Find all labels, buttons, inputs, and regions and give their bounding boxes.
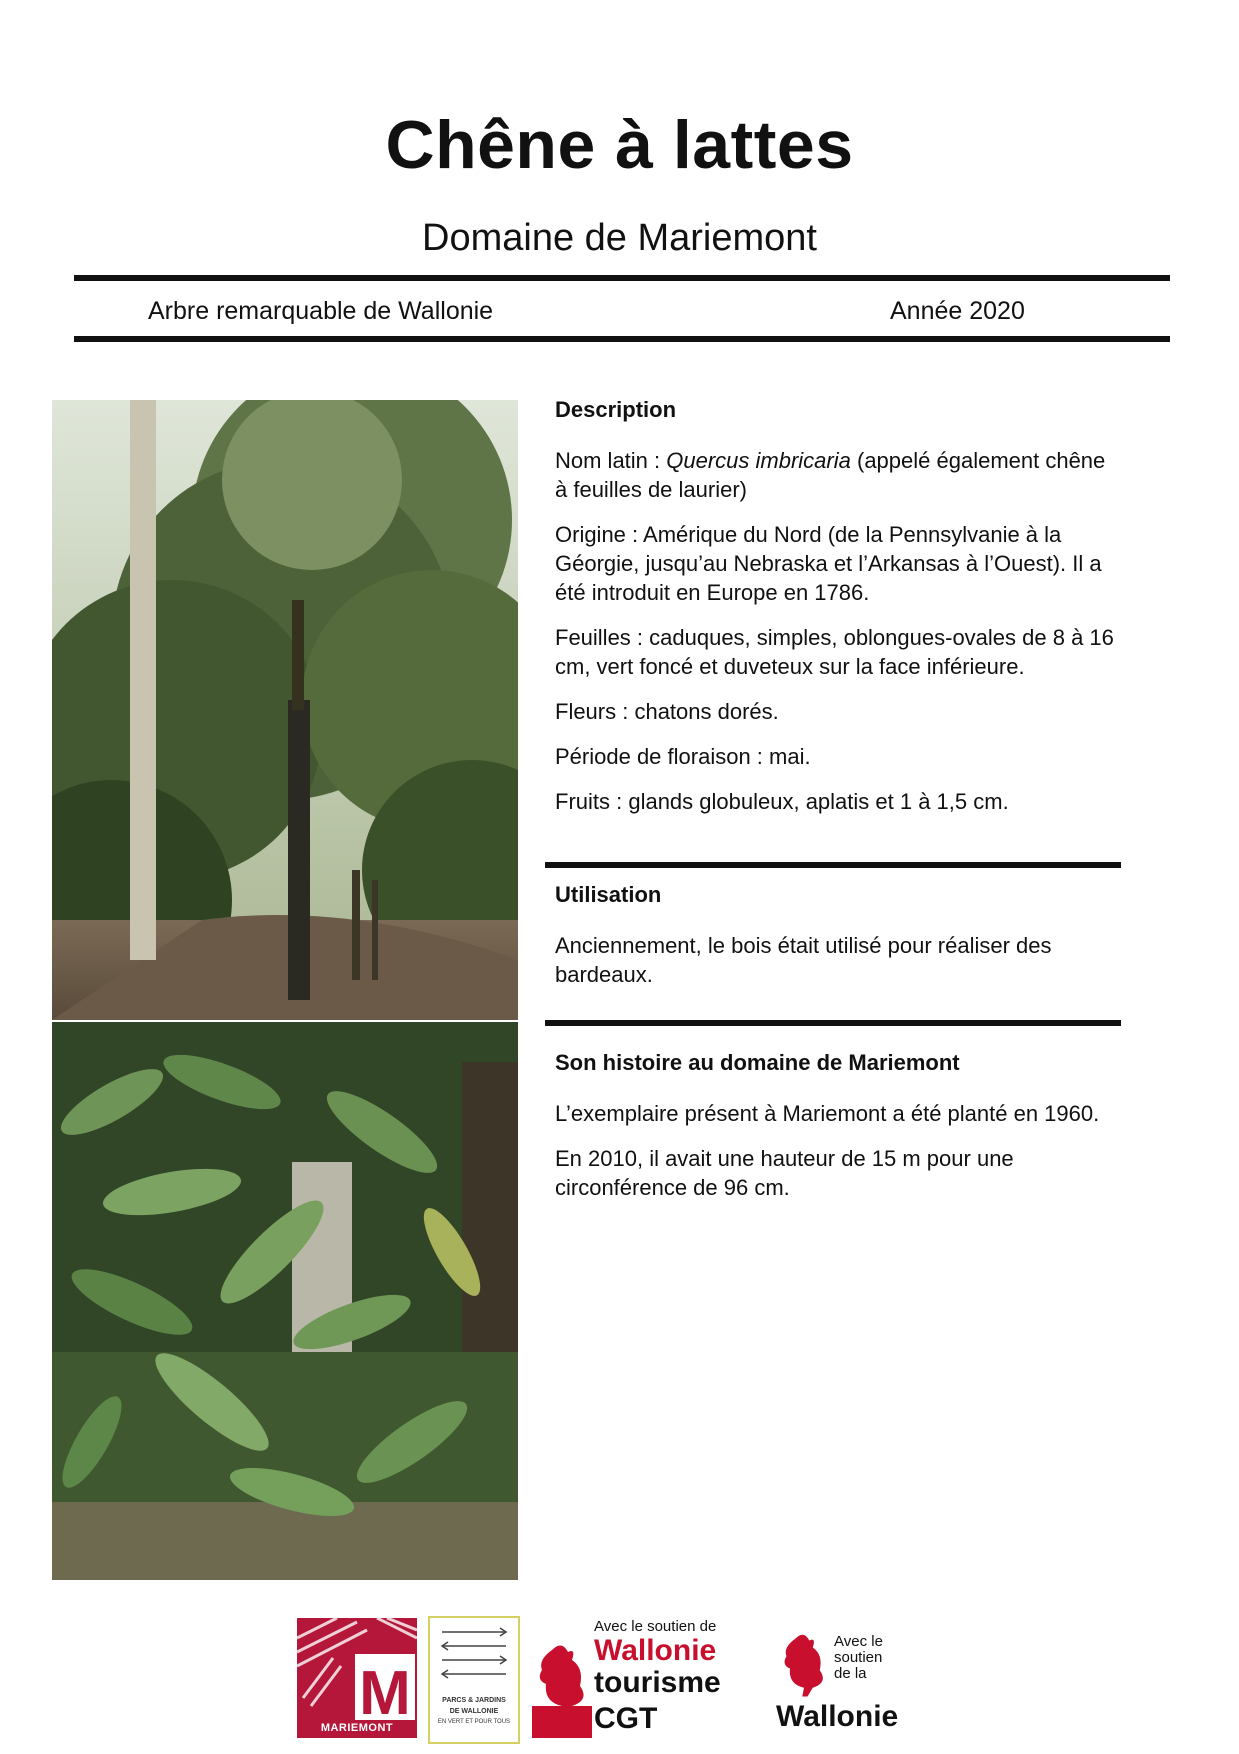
- cgt-stripe-icon: [532, 1706, 592, 1738]
- wallonie-line2: soutien: [834, 1649, 883, 1666]
- tourisme-line1: Avec le soutien de: [594, 1618, 717, 1635]
- latin-name-line: [555, 446, 1115, 504]
- history-text-2: En 2010, il avait une hauteur de 15 m pour une circonférence de 96 cm.: [555, 1146, 1014, 1200]
- origin-text: Origine : Amérique du Nord (de la Pennsylvanie à la Géorgie, jusqu’au Nebraska et l’Arkansas à l’Ouest). Il a été introduit en Europe en 1786.: [555, 522, 1102, 605]
- leaves-photo: [52, 1022, 518, 1580]
- wallonie-line3: de la: [834, 1665, 867, 1682]
- wallonie-line1: Avec le: [834, 1633, 883, 1650]
- rooster-icon: [776, 1630, 832, 1700]
- flowers-text: Fleurs : chatons dorés.: [555, 699, 779, 724]
- wallonie-line4: Wallonie: [776, 1700, 899, 1733]
- tourisme-line3: tourisme: [594, 1666, 721, 1699]
- category-label: Arbre remarquable de Wallonie: [148, 297, 494, 325]
- wallonie-logo: [776, 1630, 906, 1740]
- tourisme-line4: CGT: [594, 1702, 658, 1735]
- mariemont-word: MARIEMONT: [320, 1722, 394, 1734]
- mariemont-letter: M: [359, 1659, 411, 1728]
- latin-prefix: Nom latin :: [555, 448, 667, 473]
- wallonie-tourisme-logo: [532, 1618, 732, 1740]
- flowering-text: Période de floraison : mai.: [555, 744, 811, 769]
- description-heading: Description: [555, 397, 677, 422]
- parcs-line1: PARCS & JARDINS: [442, 1697, 506, 1704]
- parcs-line3: EN VERT ET POUR TOUS: [437, 1719, 511, 1725]
- description-section: [555, 395, 1115, 816]
- section-divider: [545, 1020, 1121, 1026]
- fruits-text: Fruits : glands globuleux, aplatis et 1 à 1,5 cm.: [555, 789, 1009, 814]
- parcs-jardins-logo: [428, 1616, 520, 1744]
- header-rule-top: [74, 275, 1170, 281]
- history-heading: Son histoire au domaine de Mariemont: [555, 1050, 960, 1075]
- utilisation-section: [555, 880, 1115, 989]
- year-label: Année 2020: [890, 297, 1025, 325]
- history-text-1: L’exemplaire présent à Mariemont a été planté en 1960.: [555, 1101, 1100, 1126]
- mariemont-logo: [297, 1618, 417, 1738]
- utilisation-text: Anciennement, le bois était utilisé pour réaliser des bardeaux.: [555, 933, 1052, 987]
- page-subtitle: Domaine de Mariemont: [422, 217, 817, 259]
- latin-name: Quercus imbricaria: [666, 448, 851, 473]
- leaves-text: Feuilles : caduques, simples, oblongues-ovales de 8 à 16 cm, vert foncé et duveteux sur la face inférieure.: [555, 625, 1114, 679]
- tourisme-line2: Wallonie: [594, 1634, 717, 1667]
- parcs-line2: DE WALLONIE: [449, 1708, 499, 1715]
- tree-photo: [52, 400, 518, 1020]
- section-divider: [545, 862, 1121, 868]
- page-title: Chêne à lattes: [385, 107, 854, 183]
- utilisation-heading: Utilisation: [555, 882, 662, 907]
- header-rule-bottom: [74, 336, 1170, 342]
- history-section: [555, 1048, 1115, 1202]
- latin-suffix: (appelé également chêne à feuilles de laurier): [555, 448, 1106, 502]
